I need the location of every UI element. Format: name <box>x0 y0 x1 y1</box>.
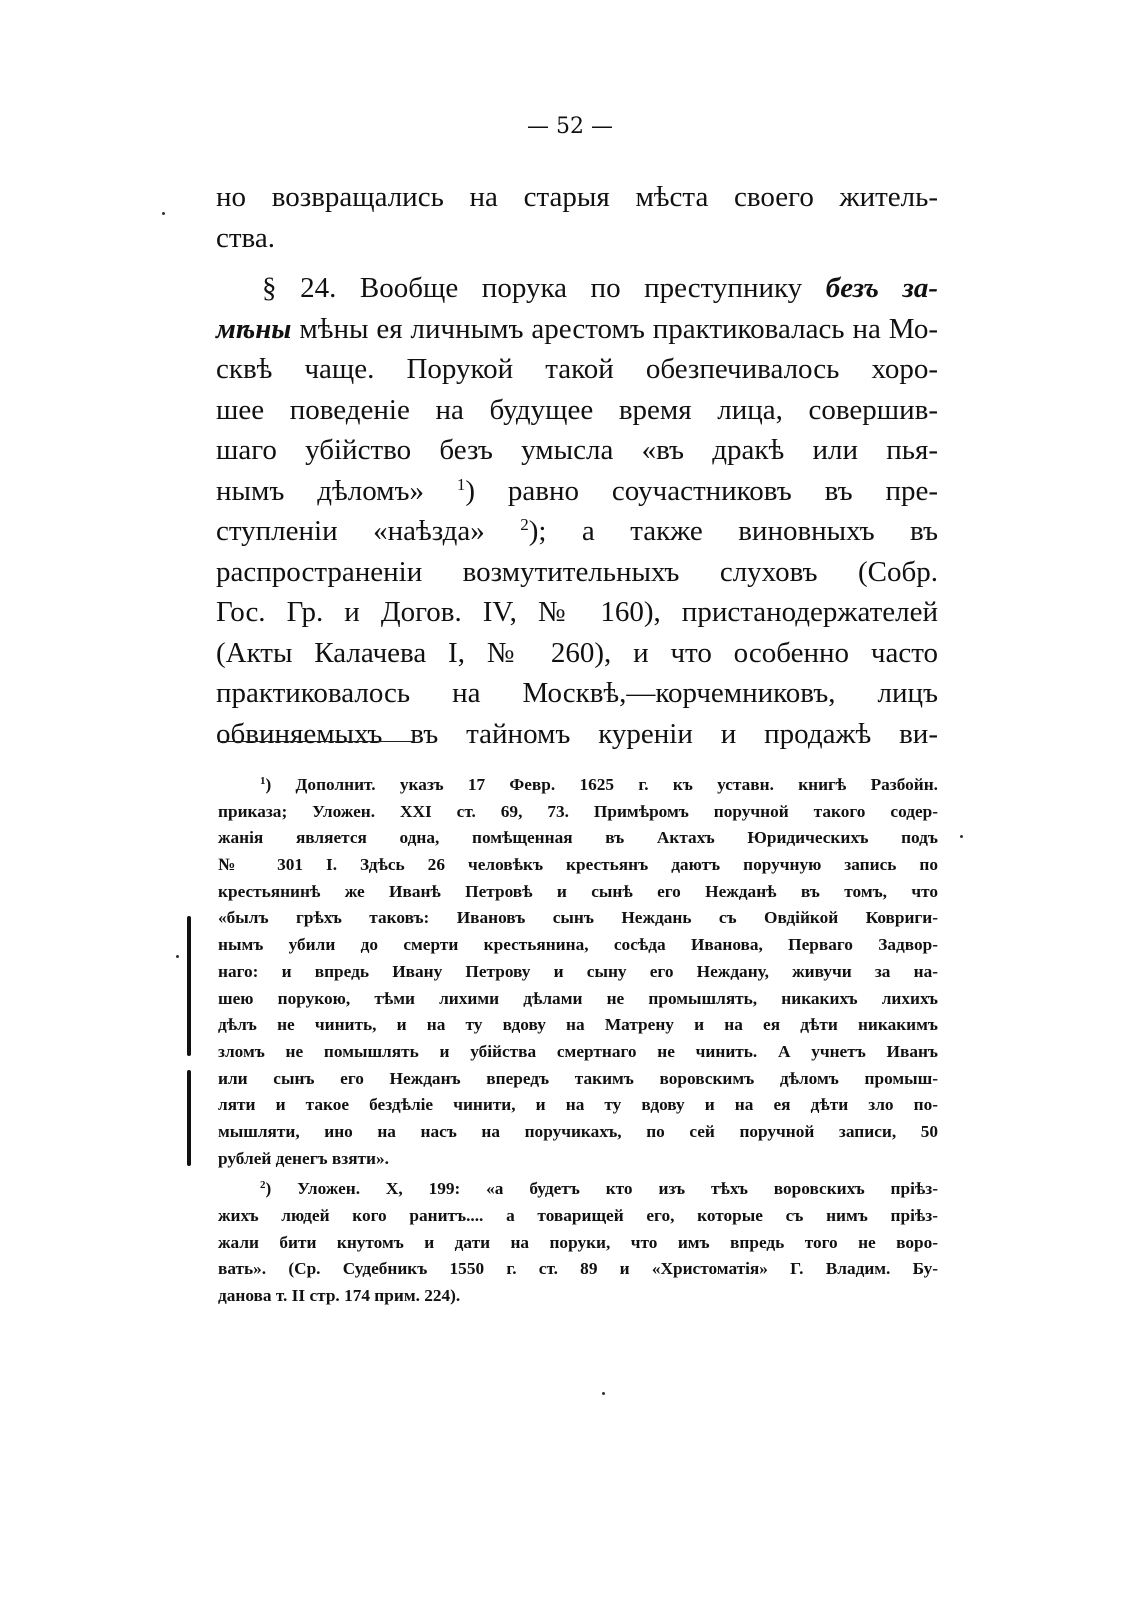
page-number: — 52 — <box>527 114 613 139</box>
footnote-line: жанія является одна, помѣщенная въ Актахъ Юридическихъ подъ <box>218 828 938 848</box>
footnote-ref-2[interactable]: 2 <box>520 515 529 534</box>
footnote-line: нымъ убили до смерти крестьянина, сосѣда Иванова, Перваго Задвор- <box>218 935 938 955</box>
body-line: (Акты Калачева I, № 260), и что особенно часто <box>216 636 938 669</box>
footnote-line: наго: и впредь Ивану Петрову и сыну его Неждану, живучи за на- <box>218 961 938 981</box>
body-line: мѣны мѣны ея личнымъ арестомъ практиковалась на Мо- <box>216 312 939 345</box>
footnote-line: зломъ не помышлять и убійства смертнаго не чинить. А учнетъ Иванъ <box>218 1041 938 1061</box>
body-line: ства. <box>216 221 275 254</box>
body-line: шаго убійство безъ умысла «въ дракѣ или пья- <box>216 434 938 466</box>
footnote-line: или сынъ его Нежданъ впередъ такимъ воровскимъ дѣломъ промыш- <box>218 1068 938 1088</box>
margin-mark <box>187 916 191 1056</box>
footnote-line: мышляти, ино на насъ на поручикахъ, по сей поручной записи, 50 <box>218 1121 938 1141</box>
body-line <box>216 268 938 309</box>
footnote-line: № 301 I. Здѣсь 26 человѣкъ крестьянъ даютъ поручную запись по <box>218 855 938 875</box>
footnote-line: «былъ грѣхъ таковъ: Ивановъ сынъ Неждань съ Овдійкой Ковриги- <box>218 908 938 928</box>
emphasis-text: безъ за- <box>825 272 938 304</box>
body-line: сквѣ чаще. Порукой такой обезпечивалось хоро- <box>216 353 938 385</box>
footnote-line: жихъ людей кого ранитъ.... а товарищей его, которые съ нимъ пріѣз- <box>218 1206 938 1225</box>
footnote-1: $^1$) Дополнит. указъ 17 Февр. 1625 г. къ уставн. книгѣ Разбойн. <box>260 775 938 794</box>
body-line: обвиняемыхъ въ тайномъ куреніи и продажѣ ви- <box>216 717 938 750</box>
speck <box>162 212 165 215</box>
emphasis-text: мѣны <box>216 312 292 345</box>
footnote-line: данова т. II стр. 174 прим. 224). <box>218 1286 461 1306</box>
body-line: нымъ дѣломъ» $^1$) равно соучастниковъ въ пре- <box>216 474 939 507</box>
footnote-mark: 2 <box>260 1179 266 1192</box>
footnote-line: вать». (Ср. Судебникъ 1550 г. ст. 89 и «Христоматія» Г. Владим. Бу- <box>218 1259 938 1279</box>
margin-mark <box>187 1070 191 1166</box>
footnote-2: $^2$) Уложен. X, 199: «а будетъ кто изъ тѣхъ воровскихъ пріѣз- <box>260 1179 938 1199</box>
footnote-line: рублей денегъ взяти». <box>218 1148 389 1168</box>
footnote-line: крестьянинѣ же Иванѣ Петровѣ и сынѣ его Нежданѣ въ томъ, что <box>218 881 938 901</box>
footnote-line: жали бити кнутомъ и дати на поруки, что имъ впредь того не воро- <box>218 1232 938 1252</box>
speck <box>960 835 963 838</box>
footnotes <box>218 772 938 1310</box>
footnote-ref-1[interactable]: 1 <box>456 474 466 494</box>
body-line: Гос. Гр. и Догов. IV, № 160), пристанодержателей <box>216 596 938 628</box>
body-line: распространеніи возмутительныхъ слуховъ (Собр. <box>216 555 938 588</box>
footnote-line: ляти и такое бездѣліе чинити, и на ту вдову и на ея дѣти зло по- <box>218 1095 938 1115</box>
speck <box>176 955 179 958</box>
main-text <box>216 177 938 754</box>
footnote-divider <box>218 741 414 742</box>
body-line: но возвращались на старыя мѣста своего житель- <box>216 181 938 213</box>
section-text: § 24. Вообще порука по преступнику <box>262 272 803 304</box>
body-line: практиковалось на Москвѣ,—корчемниковъ, лицъ <box>216 677 938 709</box>
footnote-line: приказа; Уложен. XXI ст. 69, 73. Примѣромъ поручной такого содер- <box>218 801 938 821</box>
footnote-line: дѣлъ не чинить, и на ту вдову на Матрену и на ея дѣти никакимъ <box>218 1015 938 1035</box>
body-line: ступленіи «наѣзда» $^2$); а также виновныхъ въ <box>216 515 938 547</box>
footnote-line: шею порукою, тѣми лихими дѣлами не промышлять, никакихъ лихихъ <box>218 988 938 1008</box>
footnote-mark: 1 <box>260 775 266 787</box>
speck <box>602 1392 605 1395</box>
body-line: шее поведеніе на будущее время лица, совершив- <box>216 393 938 426</box>
